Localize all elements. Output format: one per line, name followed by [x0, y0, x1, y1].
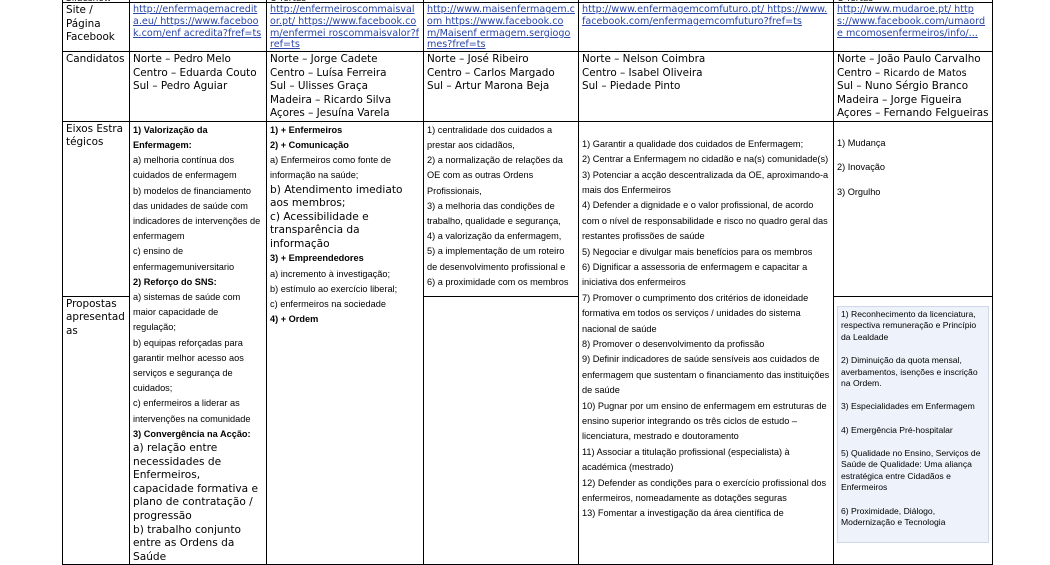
col4-item: 11) Associar a titulação profissional (especialista) à académica (mestrado): [582, 446, 790, 473]
col4-item: 5) Negociar e divulgar mais benefícios para os membros: [582, 246, 813, 257]
candidate: [837, 67, 989, 81]
col1-item: b) modelos de financiamento das unidades de saúde com indicadores de intervenções de enfermagem: [133, 185, 261, 242]
candidate: Madeira – Ricardo Silva: [270, 93, 392, 106]
col1-heading: 2) Reforço do SNS:: [133, 276, 217, 287]
col3-content: [427, 123, 575, 290]
col5-eixo: 3) Orgulho: [837, 186, 881, 197]
candidate: Norte – José Ribeiro: [427, 53, 529, 66]
site-row: [63, 3, 993, 52]
col3-item: 5) a implementação de um roteiro de desenvolvimento profissional e: [427, 246, 566, 272]
candidate: Centro – Eduarda Couto: [133, 66, 257, 79]
eixos-row: [63, 121, 993, 296]
candidate: Sul – Piedade Pinto: [582, 80, 681, 93]
candidate: Norte – Jorge Cadete: [270, 53, 378, 66]
col2-heading: 4) + Ordem: [270, 314, 319, 325]
col4-content: [582, 123, 830, 522]
col1-content: [133, 123, 263, 565]
col5-eixos: [837, 123, 989, 198]
candidate: Sul – Nuno Sérgio Branco: [837, 80, 969, 93]
site-link-3[interactable]: http://www.maisenfermagem.com https://www.facebook.com/Maisenf ermagem.sergiogomes?fref=ts: [427, 4, 575, 51]
col2-content: [270, 123, 420, 328]
comparison-table: [62, 0, 993, 565]
candidate: Sul – Artur Marona Beja: [427, 80, 550, 93]
col2-heading: 3) + Empreendedores: [270, 253, 364, 264]
col5-proposta: 5) Qualidade no Ensino, Serviços de Saúde de Qualidade: Uma aliança estratégica entre Cidadãos e Enfermeiros: [841, 447, 981, 493]
col2-item: a) Enfermeiros como fonte de informação na saúde;: [270, 155, 392, 181]
candidate: Centro – Carlos Margado: [427, 66, 555, 79]
col5-proposta: 3) Especialidades em Enfermagem: [841, 401, 975, 412]
col5-proposta: 1) Reconhecimento da licenciatura, respectiva remuneração e Princípio da Lealdade: [841, 308, 977, 342]
candidate: Sul – Ulisses Graça: [270, 80, 368, 93]
col3-item: 6) a proximidade com os membros: [427, 276, 569, 287]
col1-item: b) trabalho conjunto entre as Ordens da Saúde: [133, 523, 241, 563]
candidate: Centro – Isabel Oliveira: [582, 66, 703, 79]
candidates-label: Candidatos: [63, 52, 130, 122]
col4-item: 7) Promover o cumprimento dos critérios de idoneidade formativa em todos os serviços / unidades do sistema nacional de saúde: [582, 292, 809, 334]
col4-item: 12) Defender as condições para o exercício profissional dos enfermeiros, nomeadamente as dotações seguras: [582, 477, 827, 504]
col4-item: 6) Dignificar a assessoria de enfermagem e capacitar a iniciativa dos enfermeiros: [582, 261, 808, 288]
col1-item: a) sistemas de saúde com maior capacidade de regulação;: [133, 291, 241, 333]
candidate: Centro – Luísa Ferreira: [270, 66, 387, 79]
col1-item: b) equipas reforçadas para garantir melhor acesso aos serviços e segurança de cuidados;: [133, 337, 244, 394]
col2-heading: 1) + Enfermeiros: [270, 124, 343, 135]
col2-heading: 2) + Comunicação: [270, 139, 349, 150]
candidate: Sul – Pedro Aguiar: [133, 80, 228, 93]
col3-item: 4) a valorização da enfermagem,: [427, 231, 562, 242]
col5-proposta: 4) Emergência Pré-hospitalar: [841, 424, 953, 435]
candidate: Norte – Pedro Melo: [133, 53, 231, 66]
col4-item: 13) Fomentar a investigação da área científica de: [582, 508, 784, 519]
col4-item: 8) Promover o desenvolvimento da profissão: [582, 338, 765, 349]
col3-item: 1) centralidade dos cuidados a prestar aos cidadãos,: [427, 124, 553, 150]
col1-heading: 1) Valorização da Enfermagem:: [133, 124, 208, 150]
col2-item: b) estímulo ao exercício liberal;: [270, 283, 398, 294]
col1-item: c) enfermeiros a liderar as intervenções na comunidade: [133, 398, 251, 424]
col5-proposta: 2) Diminuição da quota mensal, averbamentos, isenções e inscrição na Ordem.: [841, 354, 978, 389]
site-link-2[interactable]: http://enfermeiroscommaisvalor.pt/ https://www.facebook.com/enfermei roscommaisvalor?fref=ts: [270, 4, 420, 51]
site-link-4[interactable]: http://www.enfermagemcomfuturo.pt/ https://www.facebook.com/enfermagemcomfuturo?fref=ts: [582, 4, 828, 27]
col2-item: c) Acessibilidade e transparência da informação: [270, 210, 369, 250]
candidate: Açores – Jesuína Varela: [270, 107, 390, 120]
site-label: Site / Página Facebook: [63, 3, 130, 52]
col3-propostas-empty: [424, 296, 579, 565]
candidate: Norte – Nelson Coimbra: [582, 53, 706, 66]
col5-eixo: 2) Inovação: [837, 162, 886, 173]
col4-item: 9) Definir indicadores de saúde sensíveis aos cuidados de enfermagem que sustentam o financiamento das instituições de saúde: [582, 354, 830, 396]
col4-item: 4) Defender a dignidade e o valor profissional, de acordo com o nível de responsabilidade e risco no quadro geral das restantes profissões de saúde: [582, 200, 828, 242]
col5-propostas: [837, 306, 989, 544]
col2-item: b) Atendimento imediato aos membros;: [270, 183, 403, 210]
col4-item: 2) Centrar a Enfermagem no cidadão e na(s) comunidade(s): [582, 154, 829, 165]
col5-eixo: 1) Mudança: [837, 137, 886, 148]
site-link-5[interactable]: http://www.mudaroe.pt/ https://www.facebook.com/umaorde mcomosenfermeiros/info/...: [837, 4, 986, 39]
eixos-label: Eixos Estratégicos: [63, 121, 130, 296]
col1-item: a) melhoria contínua dos cuidados de enfermagem: [133, 155, 237, 181]
propostas-label: Propostas apresentadas: [63, 296, 130, 565]
candidate: Madeira – Jorge Figueira: [837, 93, 962, 106]
col5-proposta: 6) Proximidade, Diálogo, Modernização e Tecnologia: [841, 505, 946, 528]
candidate: Açores – Fernando Felgueiras: [837, 107, 989, 120]
col4-item: 1) Garantir a qualidade dos cuidados de Enfermagem;: [582, 138, 804, 149]
col1-item: a) relação entre necessidades de Enfermeiros, capacidade formativa e plano de contratação / progressão: [133, 441, 259, 522]
col1-item: c) ensino de enfermagemuniversitario: [133, 246, 235, 272]
site-link-1[interactable]: http://enfermagemacredita.eu/ https://www.facebook.com/enf acredita?fref=ts: [133, 4, 262, 39]
col3-item: 3) a melhoria das condições de trabalho, qualidade e segurança,: [427, 200, 561, 226]
candidate: Norte – João Paulo Carvalho: [837, 53, 981, 66]
col2-item: a) incremento à investigação;: [270, 268, 391, 279]
col4-item: 10) Pugnar por um ensino de enfermagem em estruturas de ensino superior integrando os três ciclos de estudo – licenciatura, mestrado e doutoramento: [582, 400, 827, 442]
candidate-region: Centro –: [837, 66, 884, 79]
col2-item: c) enfermeiros na sociedade: [270, 299, 386, 310]
candidates-row: [63, 52, 993, 122]
col1-heading: 3) Convergência na Acção:: [133, 428, 251, 439]
col4-item: 3) Potenciar a acção descentralizada da OE, aproximando-a mais dos Enfermeiros: [582, 169, 829, 195]
col3-item: 2) a normalização de relações da OE com as outras Ordens Profissionais,: [427, 155, 563, 196]
candidate-name: Ricardo de Matos: [883, 67, 967, 79]
